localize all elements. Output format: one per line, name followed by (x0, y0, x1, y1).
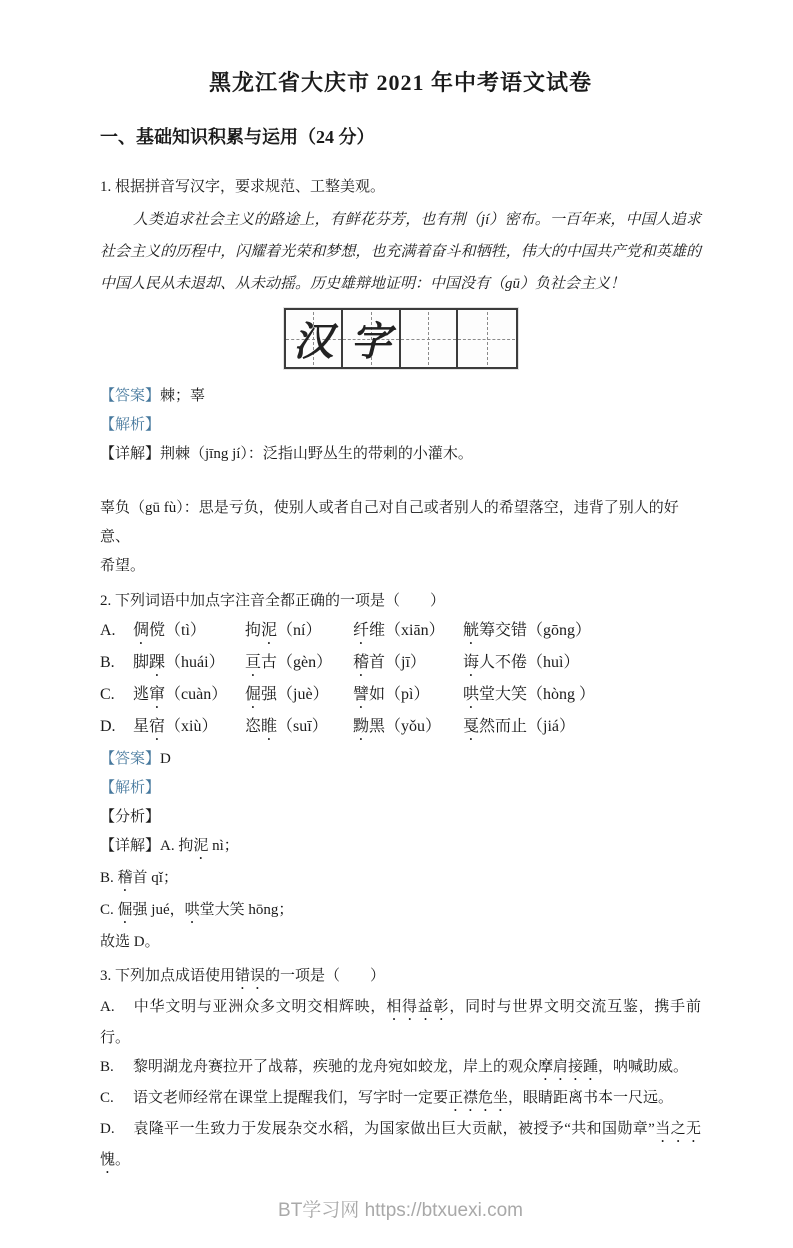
option-letter: A. (100, 999, 115, 1015)
q3-option-b (100, 1053, 701, 1084)
q2-detail-line-b: B. 稽首 qǐ； (100, 870, 178, 886)
option-cell: 戛然而止（jiá） (463, 718, 576, 735)
writing-grid-cell (286, 310, 344, 367)
answer-label: 【答案】 (100, 751, 161, 767)
jiexi-label: 【解析】 (100, 417, 161, 433)
writing-grid-image (284, 308, 518, 369)
q2-detail-end: 故选 D。 (100, 934, 160, 950)
option-cell: 逃窜（cuàn） (133, 686, 228, 703)
q2-jiexi-line (100, 774, 701, 802)
option-cell: 哄堂大笑（hòng ） (463, 686, 596, 703)
spacer (100, 468, 701, 494)
option-cell: 纤维（xiān） (353, 622, 445, 639)
q1-note-line2: 希望。 (100, 558, 146, 574)
q2-answer-line (100, 745, 701, 773)
q2-option-c (100, 680, 701, 712)
q1-jiexi-line (100, 411, 701, 439)
detail-label: 【详解】 (100, 838, 161, 854)
q3-option-a (100, 993, 701, 1053)
option-cell: 脚踝（huái） (133, 654, 225, 671)
watermark-url-link[interactable]: https://btxuexi.com (364, 1200, 523, 1221)
q1-answer-line (100, 382, 701, 410)
option-letter: B. (100, 654, 115, 671)
option-letter: A. (100, 622, 116, 639)
option-text: 袁隆平一生致力于发展杂交水稻，为国家做出巨大贡献，被授予“共和国勋章”当之无愧。 (100, 1121, 701, 1168)
q3-option-d (100, 1115, 701, 1177)
q2-detail-a: A. 拘泥 nì； (160, 838, 239, 854)
option-letter: D. (100, 1121, 115, 1137)
watermark-footer (100, 1177, 701, 1248)
option-text: 中华文明与亚洲众多文明交相辉映，相得益彰，同时与世界文明交流互鉴，携手前行。 (100, 999, 701, 1046)
q3-stem: 3. 下列加点成语使用错误的一项是（ ） (100, 968, 386, 984)
option-cell: 星宿（xiù） (133, 718, 218, 735)
option-cell: 觥筹交错（gōng） (463, 622, 592, 639)
grid-char: 汉 (293, 319, 334, 364)
grid-char (401, 310, 457, 367)
q1-detail-text: 荆棘（jīng jí）：泛指山野丛生的带刺的小灌木。 (160, 446, 473, 462)
option-cell: 恣睢（suī） (245, 718, 328, 735)
writing-grid-cell (458, 310, 515, 367)
q2-option-a (100, 616, 701, 648)
detail-label: 【详解】 (100, 446, 161, 462)
q3-option-c (100, 1084, 701, 1115)
q1-answer-text: 棘；辜 (160, 388, 206, 404)
option-text: 黎明湖龙舟赛拉开了战幕，疾驰的龙舟宛如蛟龙，岸上的观众摩肩接踵，呐喊助威。 (133, 1059, 689, 1075)
fenxi-label: 【分析】 (100, 809, 161, 825)
page-title: 黑龙江省大庆市 2021 年中考语文试卷 (208, 70, 592, 95)
q2-option-d (100, 712, 701, 744)
writing-grid-cell (343, 310, 401, 367)
q1-detail-line (100, 440, 701, 468)
option-cell: 譬如（pì） (353, 686, 430, 703)
q2-option-b (100, 648, 701, 680)
option-letter: D. (100, 718, 116, 735)
q2-answer-text: D (160, 751, 171, 767)
q2-fenxi-line (100, 803, 701, 831)
option-letter: C. (100, 686, 115, 703)
option-letter: C. (100, 1090, 114, 1106)
option-letter: B. (100, 1059, 114, 1075)
option-cell: 拘泥（ní） (245, 622, 322, 639)
option-cell: 稽首（jī） (353, 654, 426, 671)
watermark-site: BT学习网 (278, 1200, 360, 1221)
option-cell: 亘古（gèn） (245, 654, 333, 671)
q2-detail-line-c: C. 倔强 jué，哄堂大笑 hōng； (100, 902, 294, 918)
section-heading: 一、基础知识积累与运用（24 分） (100, 127, 375, 147)
grid-char (458, 310, 515, 367)
q2-stem: 2. 下列词语中加点字注音全都正确的一项是（ ） (100, 593, 446, 609)
option-cell: 倔强（juè） (245, 686, 329, 703)
jiexi-label: 【解析】 (100, 780, 161, 796)
writing-grid-cell (401, 310, 459, 367)
option-cell: 黝黑（yǒu） (353, 718, 442, 735)
grid-char: 字 (350, 319, 391, 364)
q1-note-line1: 辜负（gū fù）：思是亏负，使别人或者自己对自己或者别人的希望落空，违背了别人的好意、 (100, 500, 679, 545)
option-cell: 诲人不倦（huì） (463, 654, 580, 671)
option-text: 语文老师经常在课堂上提醒我们，写字时一定要正襟危坐，眼睛距离书本一尺远。 (133, 1090, 674, 1106)
q1-passage: 人类追求社会主义的路途上，有鲜花芬芳，也有荆（jí）密布。一百年来，中国人追求社会主义的历程中，闪耀着光荣和梦想，也充满着奋斗和牺牲，伟大的中国共产党和英雄的中国人民从未退却、从未动摇。历史雄辩地证明：中国没有（gū）负社会主义！ (100, 212, 701, 292)
option-cell: 倜傥（tì） (133, 622, 206, 639)
answer-label: 【答案】 (100, 388, 161, 404)
q2-detail-line-a (100, 832, 701, 863)
q1-stem: 1. 根据拼音写汉字，要求规范、工整美观。 (100, 179, 386, 195)
